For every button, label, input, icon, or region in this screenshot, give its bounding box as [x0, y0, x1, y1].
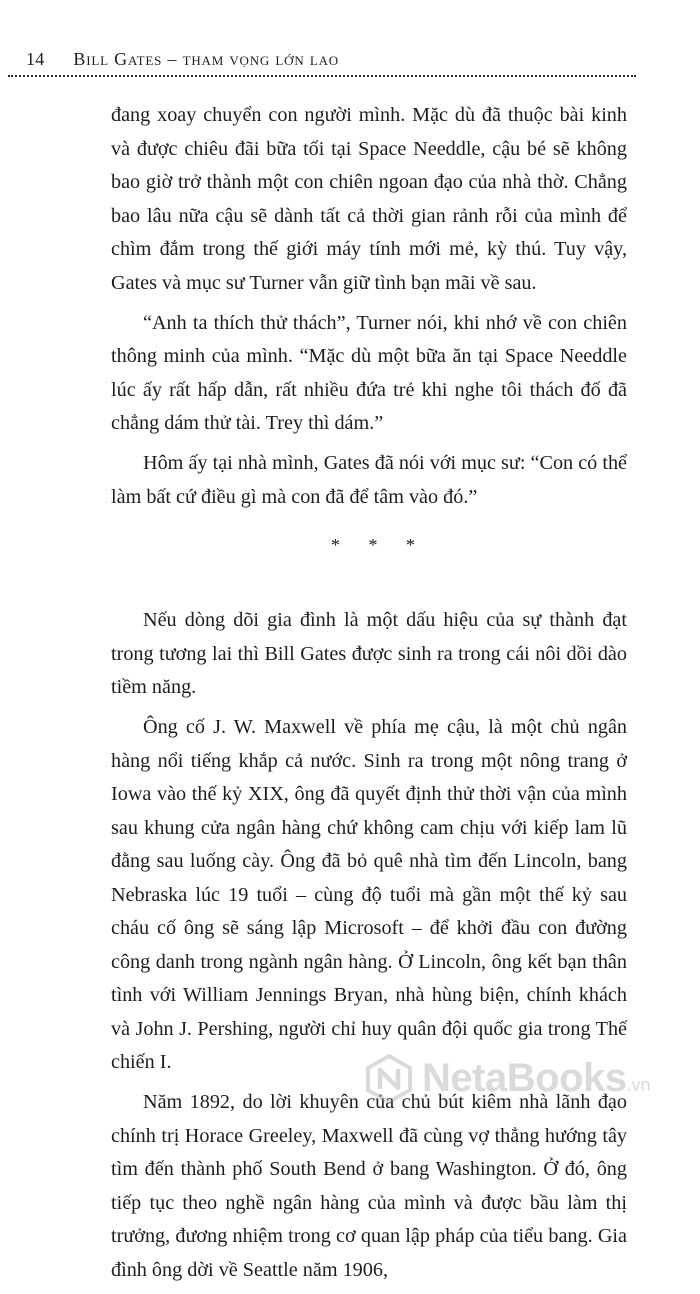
running-header — [26, 49, 626, 73]
paragraph: Ông cố J. W. Maxwell về phía mẹ cậu, là một chủ ngân hàng nổi tiếng khắp cả nước. Sinh ra trong một nông trang ở Iowa vào thế kỷ XIX, ông đã quyết định thử thời vận của mình sau khung cửa ngân hàng chứ không cam chịu với kiếp lam lũ đằng sau luống cày. Ông đã bỏ quê nhà tìm đến Lincoln, bang Nebraska lúc 19 tuổi – cùng độ tuổi mà gần một thế kỷ sau cháu cố ông sẽ sáng lập Microsoft – để khởi đầu con đường công danh trong ngành ngân hàng. Ở Lincoln, ông kết bạn thân tình với William Jennings Bryan, nhà hùng biện, chính khách và John J. Pershing, người chỉ huy quân đội quốc gia trong Thế chiến I. — [111, 716, 627, 1073]
header-dotted-rule — [8, 75, 636, 77]
paragraph: Nếu dòng dõi gia đình là một dấu hiệu của sự thành đạt trong tương lai thì Bill Gates được sinh ra trong cái nôi dồi dào tiềm năng. — [111, 609, 627, 698]
netabooks-logo-icon — [364, 1054, 414, 1104]
paragraph: đang xoay chuyển con người mình. Mặc dù đã thuộc bài kinh và được chiêu đãi bữa tối tại Space Needdle, cậu bé sẽ không bao giờ trở thành một con chiên ngoan đạo của nhà thờ. Chẳng bao lâu nữa cậu sẽ dành tất cả thời gian rảnh rỗi của mình để chìm đắm trong thế giới máy tính mới mẻ, kỳ thú. Tuy vậy, Gates và mục sư Turner vẫn giữ tình bạn mãi về sau. — [111, 104, 627, 294]
netabooks-watermark — [356, 1046, 686, 1112]
body-text — [111, 99, 627, 1294]
watermark-suffix: .vn — [626, 1075, 651, 1095]
running-title: Bill Gates – tham vọng lớn lao — [73, 49, 339, 69]
paragraph: Hôm ấy tại nhà mình, Gates đã nói với mục sư: “Con có thể làm bất cứ điều gì mà con đã để tâm vào đó.” — [111, 452, 627, 508]
section-break: * * * — [331, 535, 427, 555]
watermark-text — [422, 1052, 650, 1111]
watermark-brand: NetaBooks — [422, 1056, 627, 1100]
paragraph: Năm 1892, do lời khuyên của chủ bút kiêm nhà lãnh đạo chính trị Horace Greeley, Maxwell đã cùng vợ thẳng hướng tây tìm đến thành phố South Bend ở bang Washington. Ở đó, ông tiếp tục theo nghề ngân hàng của mình và được bầu làm thị trưởng, đương nhiệm trong cơ quan lập pháp của tiểu bang. Gia đình ông dời về Seattle năm 1906, — [111, 1091, 627, 1281]
paragraph: “Anh ta thích thử thách”, Turner nói, khi nhớ về con chiên thông minh của mình. “Mặc dù một bữa ăn tại Space Needdle lúc ấy rất hấp dẫn, rất nhiều đứa trẻ khi nghe tôi thách đố đã chẳng dám thử tài. Trey thì dám.” — [111, 311, 627, 434]
page-number: 14 — [26, 49, 45, 69]
